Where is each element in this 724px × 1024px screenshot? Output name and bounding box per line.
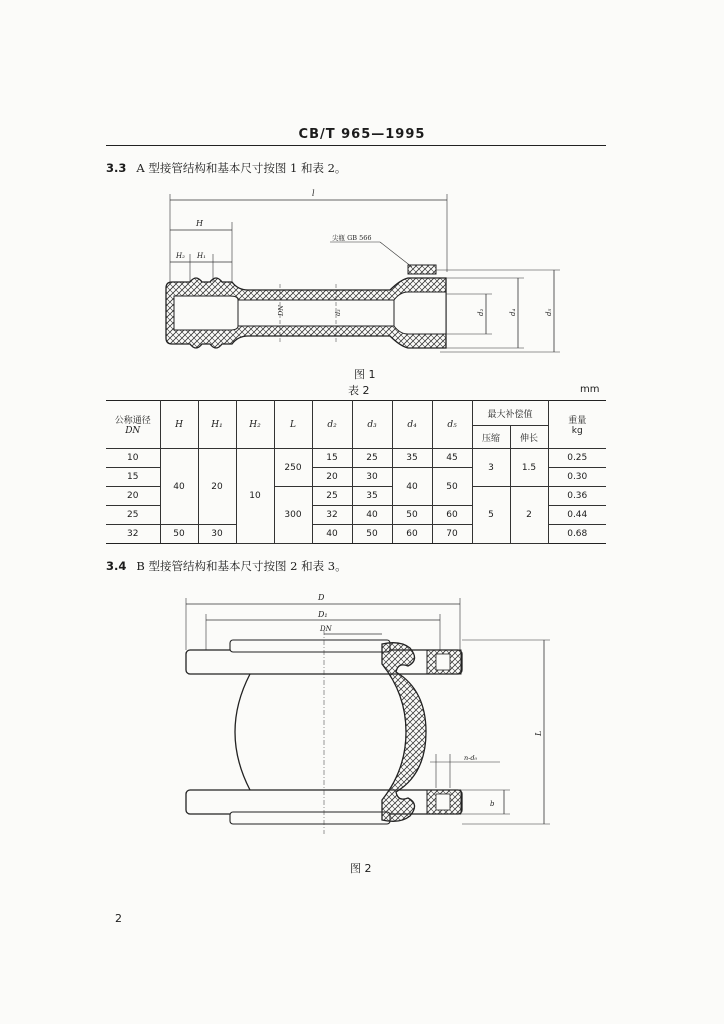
table-cell: 25 bbox=[352, 449, 392, 468]
table-cell: 25 bbox=[106, 506, 160, 525]
table-cell: 5 bbox=[472, 487, 510, 544]
table-cell: 3 bbox=[472, 449, 510, 487]
col-h2-header: H₂ bbox=[236, 401, 274, 449]
section-3-3 bbox=[106, 160, 346, 176]
table-cell: 50 bbox=[160, 525, 198, 544]
dim-d3: d₃ bbox=[334, 309, 342, 316]
col-l-header: L bbox=[274, 401, 312, 449]
table-cell: 250 bbox=[274, 449, 312, 487]
table-cell: 0.68 bbox=[548, 525, 606, 544]
table-cell: 0.44 bbox=[548, 506, 606, 525]
dim-n-d0: n-d₀ bbox=[464, 754, 478, 762]
table-cell: 20 bbox=[312, 468, 352, 487]
table-2 bbox=[106, 400, 606, 544]
dim-dn2: DN bbox=[320, 625, 332, 633]
table-cell: 50 bbox=[392, 506, 432, 525]
table-cell: 32 bbox=[312, 506, 352, 525]
col-dn-header: 公称通径 DN bbox=[106, 401, 160, 449]
table-cell: 45 bbox=[432, 449, 472, 468]
table-cell: 60 bbox=[392, 525, 432, 544]
figure-2-caption: 图 2 bbox=[350, 862, 372, 875]
table-cell: 40 bbox=[160, 449, 198, 525]
col-weight-header: 重量 kg bbox=[548, 401, 606, 449]
dim-dn: DN bbox=[277, 305, 285, 316]
col-h1-header: H₁ bbox=[198, 401, 236, 449]
table-cell: 40 bbox=[312, 525, 352, 544]
figure-2-drawing bbox=[170, 590, 560, 852]
dim-h: H bbox=[196, 219, 203, 228]
table-cell: 20 bbox=[198, 449, 236, 525]
table-cell: 10 bbox=[236, 449, 274, 544]
table-cell: 50 bbox=[432, 468, 472, 506]
table-cell: 30 bbox=[352, 468, 392, 487]
dim-d: D bbox=[318, 593, 325, 602]
section-text: A 型接管结构和基本尺寸按图 1 和表 2。 bbox=[136, 161, 347, 175]
dim-d4: d₄ bbox=[509, 308, 517, 316]
table-cell: 10 bbox=[106, 449, 160, 468]
page-number: 2 bbox=[115, 912, 122, 925]
col-comp-header: 最大补偿值 bbox=[472, 401, 548, 426]
table-cell: 30 bbox=[198, 525, 236, 544]
figure-1-drawing bbox=[140, 182, 580, 362]
table-cell: 0.30 bbox=[548, 468, 606, 487]
figure-1-caption: 图 1 bbox=[354, 368, 376, 381]
table-cell: 2 bbox=[510, 487, 548, 544]
table-cell: 50 bbox=[352, 525, 392, 544]
col-stretch-header: 伸长 bbox=[510, 426, 548, 449]
section-number: 3.3 bbox=[106, 161, 127, 175]
table-2-title: 表 2 bbox=[348, 384, 370, 397]
col-d5-header: d₅ bbox=[432, 401, 472, 449]
table-cell: 35 bbox=[392, 449, 432, 468]
header-rule bbox=[106, 145, 606, 146]
col-h-header: H bbox=[160, 401, 198, 449]
col-d3-header: d₃ bbox=[352, 401, 392, 449]
callout-label: 尖瓶 GB 566 bbox=[332, 234, 372, 242]
table-cell: 60 bbox=[432, 506, 472, 525]
section-text: B 型接管结构和基本尺寸按图 2 和表 3。 bbox=[136, 559, 347, 573]
col-press-header: 压缩 bbox=[472, 426, 510, 449]
section-3-4 bbox=[106, 558, 347, 574]
table-cell: 32 bbox=[106, 525, 160, 544]
col-d2-header: d₂ bbox=[312, 401, 352, 449]
dim-b: b bbox=[490, 800, 495, 808]
table-cell: 15 bbox=[106, 468, 160, 487]
table-cell: 0.36 bbox=[548, 487, 606, 506]
table-cell: 15 bbox=[312, 449, 352, 468]
section-number: 3.4 bbox=[106, 559, 127, 573]
dim-d2: d₂ bbox=[477, 308, 485, 316]
table-cell: 300 bbox=[274, 487, 312, 544]
table-cell: 70 bbox=[432, 525, 472, 544]
table-row bbox=[106, 449, 606, 468]
table-cell: 35 bbox=[352, 487, 392, 506]
table-cell: 1.5 bbox=[510, 449, 548, 487]
table-2-unit: mm bbox=[580, 384, 600, 395]
table-cell: 25 bbox=[312, 487, 352, 506]
dim-d5: d₅ bbox=[545, 308, 553, 316]
col-d4-header: d₄ bbox=[392, 401, 432, 449]
table-cell: 0.25 bbox=[548, 449, 606, 468]
dim-h2: H₂ bbox=[176, 252, 185, 260]
table-cell: 40 bbox=[352, 506, 392, 525]
table-cell: 40 bbox=[392, 468, 432, 506]
dim-d1: D₁ bbox=[318, 610, 328, 619]
table-cell: 20 bbox=[106, 487, 160, 506]
dim-l2: L bbox=[534, 730, 543, 736]
dim-h1: H₁ bbox=[197, 252, 206, 260]
dim-l: l bbox=[312, 189, 315, 198]
standard-header: CB/T 965—1995 bbox=[298, 127, 426, 142]
